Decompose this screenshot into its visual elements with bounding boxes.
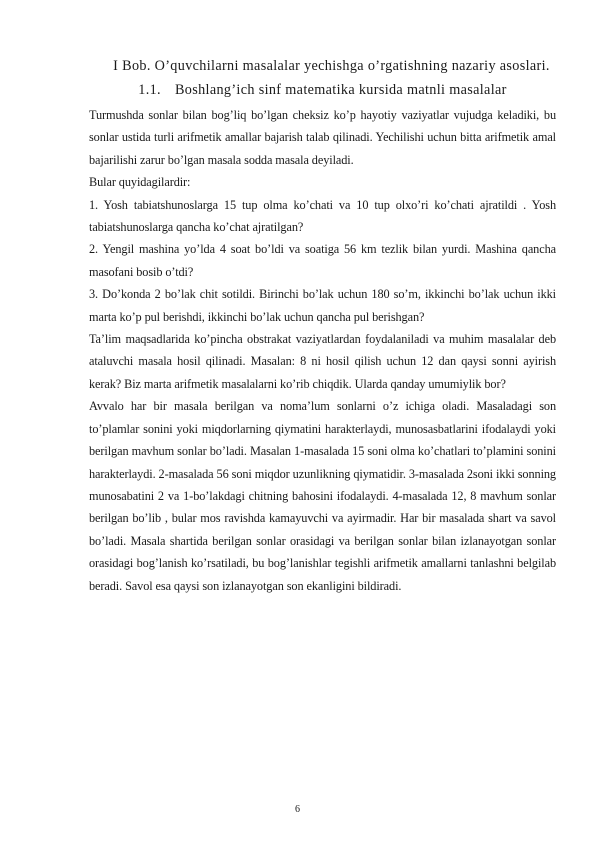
document-page	[89, 54, 556, 597]
paragraph-abstract: Ta’lim maqsadlarida ko’pincha obstrakat vaziyatlardan foydalaniladi va muhim masalalar deb ataluvchi masala hosil qilinadi. Masalan: 8 ni hosil qilish uchun 12 dan qaysi sonni ayirish kerak? Biz marta arifmetik masalalarni ko’rib chiqdik. Ularda qanday umumiylik bor?	[89, 332, 556, 391]
section-title-text: Boshlang’ich sinf matematika kursida matnli masalalar	[174, 82, 507, 98]
section-number: 1.1.	[138, 82, 161, 98]
paragraph-intro: Turmushda sonlar bilan bog’liq bo’lgan cheksiz ko’p hayotiy vaziyatlar vujudga keladiki, bu sonlar ustida turli arifmetik amallar bajarish talab qilinadi. Yechilishi uchun bitta arifmetik amal bajarilishi zarur bo’lgan masala sodda masala deyiladi.	[89, 108, 556, 167]
chapter-title: I Bob. O’quvchilarni masalalar yechishga o’rgatishning nazariy asoslari.	[113, 58, 550, 74]
section-title	[89, 80, 556, 100]
paragraph-problem-3: 3. Do’konda 2 bo’lak chit sotildi. Birinchi bo’lak uchun 180 so’m, ikkinchi bo’lak uchun ikki marta ko’p pul berishdi, ikkinchi bo’lak uchun qancha pul berishgan?	[89, 287, 556, 324]
paragraph-list-intro: Bular quyidagilardir:	[89, 175, 191, 190]
paragraph-analysis: Avvalo har bir masala berilgan va noma’lum sonlarni o’z ichiga oladi. Masaladagi son to’plamlar sonini yoki miqdorlarning qiymatini harakterlaydi, munosasbatlarini ifodalaydi yoki berilgan mavhum sonlar bo’ladi. Masalan 1-masalada 15 soni olma ko’chatlari to’plamini sonini harakterlaydi. 2-masalada 56 soni miqdor uzunlikning qiymatidir. 3-masalada 2soni ikki sonning munosabatini 2 va 1-bo’lakdagi chitning bahosini ifodalaydi. 4-masalada 12, 8 mavhum sonlar berilgan bo’lib , bular mos ravishda kamayuvchi va ayirmadir. Har bir masalada shart va savol bo’ladi. Masala shartida berilgan sonlar orasidagi va berilgan sonlar bilan izlanayotgan sonlar orasidagi bog’lanish ko’rsatiladi, bu bog’lanishlar tegishli arifmetik amallarni tanlashni belgilab beradi. Savol esa qaysi son izlanayotgan son ekanligini bildiradi.	[89, 399, 556, 593]
paragraph-problem-1: 1. Yosh tabiatshunoslarga 15 tup olma ko’chati va 10 tup olxo’ri ko’chati ajratildi . Yosh tabiatshunoslarga qancha ko’chat ajratilgan?	[89, 197, 556, 235]
page-number: 6	[295, 804, 300, 815]
paragraph-problem-2: 2. Yengil mashina yo’lda 4 soat bo’ldi va soatiga 56 km tezlik bilan yurdi. Mashina qancha masofani bosib o’tdi?	[89, 242, 556, 279]
